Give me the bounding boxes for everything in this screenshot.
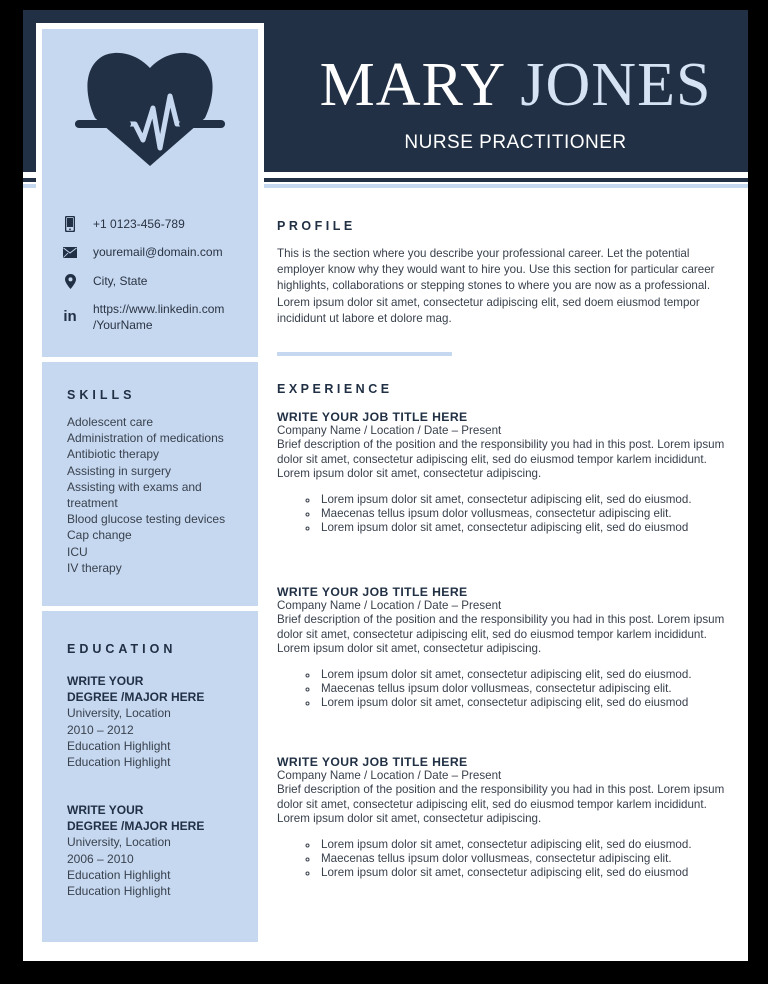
job-meta: Company Name / Location / Date – Present bbox=[277, 599, 502, 613]
job-bullet: ◦ Lorem ipsum dolor sit amet, consectetur adipiscing elit, sed do eiusmod. bbox=[319, 838, 737, 852]
profile-heading: PROFILE bbox=[277, 219, 356, 233]
job-description: Brief description of the position and the responsibility you had in this post. Lorem ipsum dolor sit amet, consectetur adipiscing elit, sed do eiusmod tempor karlem incididunt. Lorem ipsum dolor sit amet, consectetur adipiscing. bbox=[277, 613, 725, 655]
education-entry bbox=[67, 802, 247, 899]
skill-item: ICU bbox=[67, 544, 88, 559]
skills-heading: SKILLS bbox=[67, 388, 136, 402]
job-bullet: ◦ Maecenas tellus ipsum dolor vollusmeas, consectetur adipiscing elit. bbox=[319, 682, 737, 696]
contact-phone: +1 0123-456-789 bbox=[59, 216, 259, 232]
job-description: Brief description of the position and the responsibility you had in this post. Lorem ipsum dolor sit amet, consectetur adipiscing elit, sed do eiusmod tempor karlem incididunt. Lorem ipsum dolor sit amet, consectetur adipiscing. bbox=[277, 783, 725, 825]
phone-icon bbox=[59, 216, 81, 232]
school: University, Location bbox=[67, 835, 171, 850]
job-bullet: ◦ Lorem ipsum dolor sit amet, consectetur adipiscing elit, sed do eiusmod bbox=[319, 696, 737, 710]
skills-list bbox=[67, 414, 247, 576]
job-entry bbox=[277, 410, 737, 536]
email-icon bbox=[59, 244, 81, 260]
linkedin-link-path[interactable]: /YourName bbox=[93, 318, 153, 332]
contact-linkedin[interactable] bbox=[59, 301, 259, 333]
heartbeat-icon bbox=[75, 48, 225, 166]
job-bullet: ◦ Maecenas tellus ipsum dolor vollusmeas, consectetur adipiscing elit. bbox=[319, 507, 737, 521]
job-role: NURSE PRACTITIONER bbox=[404, 132, 627, 153]
skill-item: Administration of medications bbox=[67, 431, 224, 446]
highlight: Education Highlight bbox=[67, 755, 171, 770]
job-bullet: ◦ Maecenas tellus ipsum dolor vollusmeas, consectetur adipiscing elit. bbox=[319, 852, 737, 866]
last-name: JONES bbox=[520, 51, 712, 119]
degree-title: WRITE YOUR bbox=[67, 803, 144, 817]
job-title: WRITE YOUR JOB TITLE HERE bbox=[277, 755, 468, 769]
profile-text: This is the section where you describe your professional career. Let the potential employer know why they would want to hire you. Use this section for particular career highlights, collaborations or stepping stones to where you are now as a professional. Lorem ipsum dolor sit amet, consectetur adipiscing elit, sed doem eiusmod tempor incididunt ut labore et dolore mag. bbox=[277, 247, 715, 325]
skill-item: Blood glucose testing devices bbox=[67, 512, 226, 527]
job-bullets bbox=[277, 838, 737, 881]
job-meta: Company Name / Location / Date – Present bbox=[277, 769, 502, 783]
job-bullets bbox=[277, 668, 737, 711]
job-meta: Company Name / Location / Date – Present bbox=[277, 424, 502, 438]
linkedin-link[interactable]: https://www.linkedin.com bbox=[93, 302, 225, 316]
candidate-name bbox=[283, 50, 748, 120]
skill-item: Cap change bbox=[67, 528, 132, 543]
school: University, Location bbox=[67, 706, 171, 721]
years: 2006 – 2010 bbox=[67, 851, 134, 866]
job-bullet: ◦ Lorem ipsum dolor sit amet, consectetur adipiscing elit, sed do eiusmod. bbox=[319, 668, 737, 682]
job-description: Brief description of the position and the responsibility you had in this post. Lorem ipsum dolor sit amet, consectetur adipiscing elit, sed do eiusmod tempor karlem incididunt. Lorem ipsum dolor sit amet, consectetur adipiscing. bbox=[277, 438, 725, 480]
skill-item: Antibiotic therapy bbox=[67, 447, 160, 462]
job-title: WRITE YOUR JOB TITLE HERE bbox=[277, 410, 468, 424]
years: 2010 – 2012 bbox=[67, 722, 134, 737]
highlight: Education Highlight bbox=[67, 738, 171, 753]
contact-email: youremail@domain.com bbox=[59, 244, 259, 260]
skill-item: Assisting with exams and treatment bbox=[67, 479, 202, 511]
job-bullet: ◦ Lorem ipsum dolor sit amet, consectetur adipiscing elit, sed do eiusmod bbox=[319, 866, 737, 880]
linkedin-icon: in bbox=[63, 307, 77, 325]
skill-item: Assisting in surgery bbox=[67, 463, 172, 478]
degree-title: DEGREE /MAJOR HERE bbox=[67, 690, 205, 705]
first-name: MARY bbox=[319, 51, 504, 119]
highlight: Education Highlight bbox=[67, 884, 171, 899]
experience-heading: EXPERIENCE bbox=[277, 382, 393, 396]
job-entry bbox=[277, 755, 737, 881]
section-accent-bar bbox=[277, 352, 452, 356]
job-entry bbox=[277, 585, 737, 711]
degree-title: WRITE YOUR bbox=[67, 674, 144, 688]
education-heading: EDUCATION bbox=[67, 642, 177, 656]
skill-item: IV therapy bbox=[67, 560, 122, 575]
education-entry bbox=[67, 673, 247, 770]
job-bullet: ◦ Lorem ipsum dolor sit amet, consectetur adipiscing elit, sed do eiusmod bbox=[319, 521, 737, 535]
location-icon bbox=[59, 273, 81, 289]
job-title: WRITE YOUR JOB TITLE HERE bbox=[277, 585, 468, 599]
job-bullets bbox=[277, 493, 737, 536]
job-bullet: ◦ Lorem ipsum dolor sit amet, consectetur adipiscing elit, sed do eiusmod. bbox=[319, 493, 737, 507]
skill-item: Adolescent care bbox=[67, 415, 154, 429]
highlight: Education Highlight bbox=[67, 867, 171, 882]
contact-location: City, State bbox=[59, 273, 259, 289]
degree-title: DEGREE /MAJOR HERE bbox=[67, 819, 205, 834]
resume-page bbox=[23, 10, 748, 961]
